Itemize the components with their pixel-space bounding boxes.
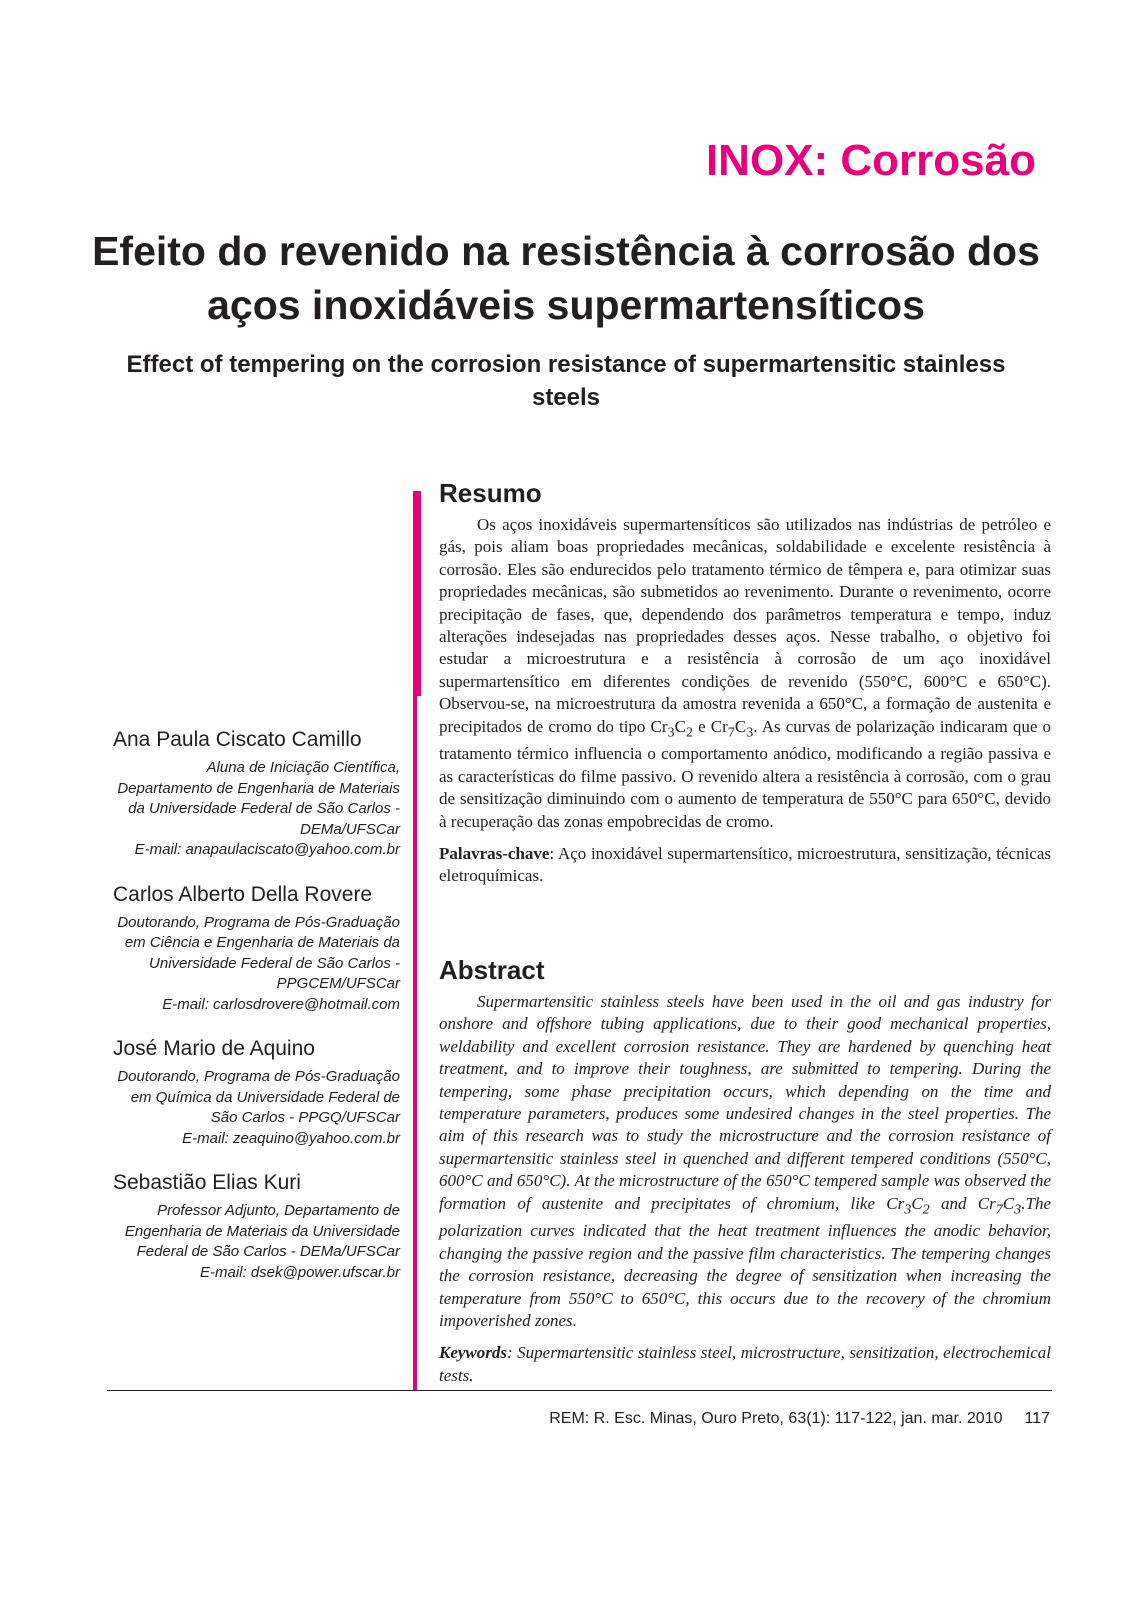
author-block (113, 1169, 400, 1283)
author-email[interactable]: E-mail: dsek@power.ufscar.br (199, 1263, 400, 1281)
footer (549, 1410, 1050, 1428)
author-name: Carlos Alberto Della Rovere (113, 882, 373, 906)
author-email[interactable]: E-mail: carlosdrovere@hotmail.com (162, 995, 400, 1013)
author-block (113, 726, 400, 861)
abstract-text: Supermartensitic stainless steels have been used in the oil and gas industry for onshore and offshore tubing applications, due to their good mechanical properties, weldability and excellent corrosion resistance. They are hardened by quenching heat treatment, and to improve their toughness, are submitted to tempering. During the tempering, some phase precipitation occurs, which depending on the time and temperature parameters, produces some undesired changes in the steel properties. The aim of this research was to study the microstructure and the corrosion resistance of supermartensitic stainless steel in quenched and different tempered conditions (550°C, 600°C and 650°C). At the microstructure of the 650°C tempered sample was observed the formation of austenite and precipitates of chromium, like $Cr_3C_2$ and $Cr_7C_3.The$ polarization curves indicated that the heat treatment influences the anodic behavior, changing the passive region and the passive film characteristics. The tempering changes the corrosion resistance, decreasing the degree of sensitization when increasing the temperature from 550°C to 650°C, this occurs due to the recovery of the chromium impoverished zones. (439, 992, 1051, 1331)
author-email[interactable]: E-mail: anapaulaciscato@yahoo.com.br (134, 841, 400, 858)
footer-rule (107, 1390, 1052, 1391)
page-number: 117 (1024, 1410, 1050, 1427)
article-title-english: Effect of tempering on the corrosion resistance of supermartensitic stainless steels (126, 351, 1006, 411)
author-block (113, 1035, 400, 1149)
author-affiliation: Aluna de Iniciação Científica, Departamento de Engenharia de Materiais da Universidade Federal de São Carlos - DEMa/UFSCar (117, 759, 400, 838)
author-name: José Mario de Aquino (113, 1037, 315, 1060)
author-list (113, 726, 400, 1303)
author-email[interactable]: E-mail: zeaquino@yahoo.com.br (182, 1129, 400, 1147)
resumo-keywords: Palavras-chave: Aço inoxidável supermartensítico, microestrutura, sensitização, técnicas eletroquímicas. (439, 844, 1051, 886)
abstract-section (439, 955, 1051, 1387)
accent-bar (413, 491, 421, 696)
author-block (113, 881, 400, 1016)
resumo-heading: Resumo (439, 478, 542, 508)
resumo-section (439, 478, 1051, 888)
author-name: Ana Paula Ciscato Camillo (113, 728, 362, 751)
author-affiliation: Doutorando, Programa de Pós-Graduação em Química da Universidade Federal de São Carlos - PPGQ/UFSCar (117, 1068, 400, 1126)
section-tag: INOX: Corrosão (705, 136, 1036, 185)
author-affiliation: Professor Adjunto, Departamento de Engenharia de Materiais da Universidade Federal de São Carlos - DEMa/UFSCar (124, 1202, 400, 1260)
resumo-text: Os aços inoxidáveis supermartensíticos são utilizados nas indústrias de petróleo e gás, pois aliam boas propriedades mecânicas, soldabilidade e excelente resistência à corrosão. Eles são endurecidos pelo tratamento térmico de têmpera e, para otimizar suas propriedades mecânicas, são submetidos ao revenimento. Durante o revenimento, ocorre precipitação de fases, que, dependendo dos parâmetros temperatura e tempo, induz alterações indesejadas nas propriedades desses aços. Nesse trabalho, o objetivo foi estudar a microestrutura e a resistência à corrosão de um aço inoxidável supermartensítico em diferentes condições de revenido (550°C, 600°C e 650°C). Observou-se, na microestrutura da amostra revenida a 650°C, a formação de austenita e precipitados de cromo do tipo $Cr_3C_2$ e $Cr_7C_3$. As curvas de polarização indicaram que o tratamento térmico influencia o comportamento anódico, modificando a região passiva e as características do filme passivo. O revenido altera a resistência à corrosão, com o grau de sensitização diminuindo com o aumento de temperatura de 550°C para 650°C, devido à recuperação das zonas empobrecidas de cromo. (439, 515, 1051, 831)
abstract-keywords: Keywords: Supermartensitic stainless steel, microstructure, sensitization, electrochemical tests. (439, 1343, 1051, 1385)
author-affiliation: Doutorando, Programa de Pós-Graduação em Ciência e Engenharia de Materiais da Universidade Federal de São Carlos - PPGCEM/UFSCar (117, 913, 400, 992)
accent-bar-thin (413, 696, 417, 1390)
footer-citation: REM: R. Esc. Minas, Ouro Preto, 63(1): 117-122, jan. mar. 2010 (549, 1410, 1003, 1427)
author-name: Sebastião Elias Kuri (113, 1171, 301, 1194)
abstract-heading: Abstract (439, 955, 545, 985)
article-title-portuguese: Efeito do revenido na resistência à corrosão dos aços inoxidáveis supermartensíticos (92, 228, 1040, 328)
